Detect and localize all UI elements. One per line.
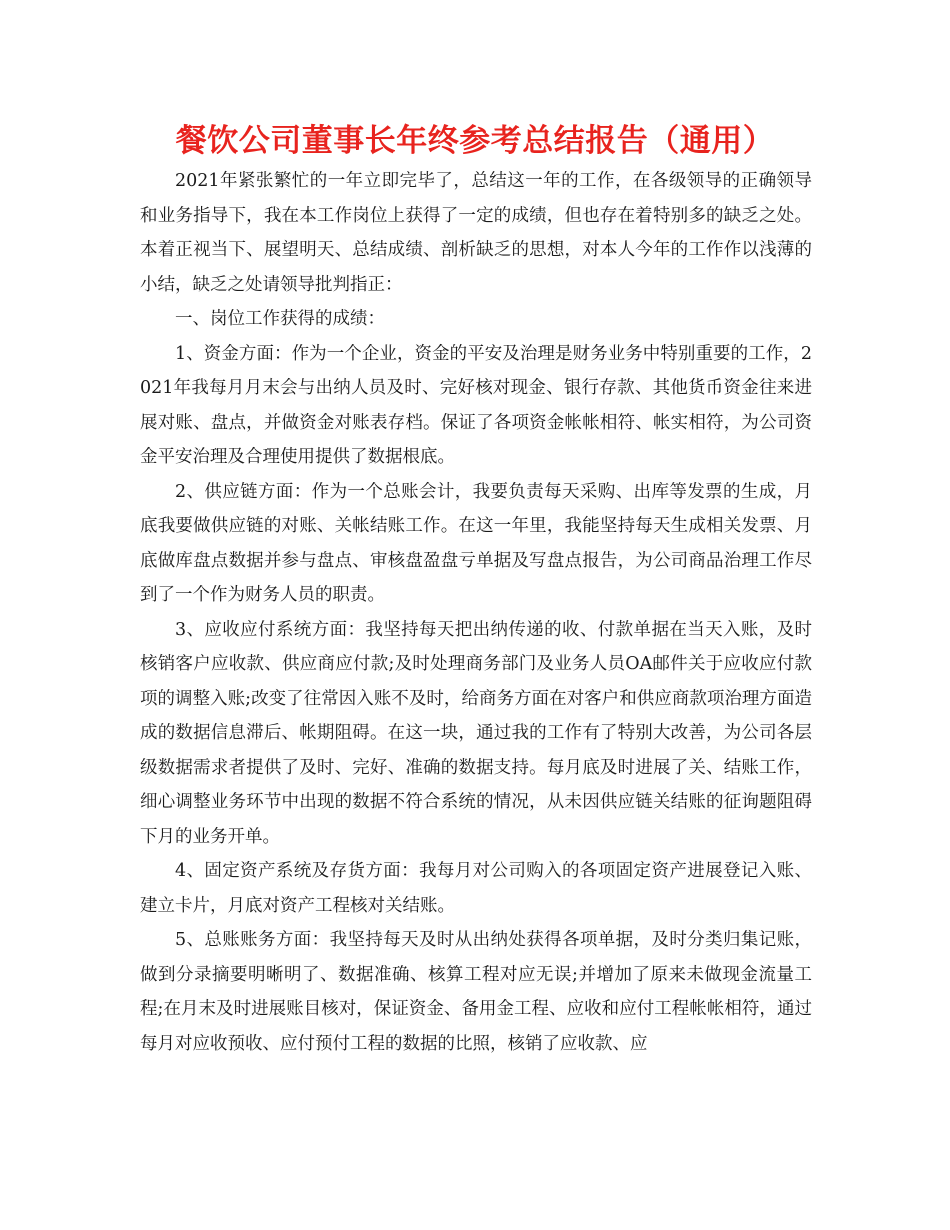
- paragraph-general-ledger: 5、总账账务方面：我坚持每天及时从出纳处获得各项单据，及时分类归集记账，做到分录摘要明晰明了、数据准确、核算工程对应无误;并增加了原来未做现金流量工程;在月末及时进展账目核对，保证资金、备用金工程、应收和应付工程帐帐相符，通过每月对应收预收、应付预付工程的数据的比照，核销了应收款、应: [140, 930, 812, 1054]
- document-title: 餐饮公司董事长年终参考总结报告（通用）: [175, 123, 775, 159]
- document-body: [140, 164, 812, 1061]
- paragraph-fixed-assets: 4、固定资产系统及存货方面：我每月对公司购入的各项固定资产进展登记入账、建立卡片，月底对资产工程核对关结账。: [140, 861, 812, 916]
- paragraph-funds: 1、资金方面：作为一个企业，资金的平安及治理是财务业务中特别重要的工作，2021年我每月月末会与出纳人员及时、完好核对现金、银行存款、其他货币资金往来进展对账、盘点，并做资金对账表存档。保证了各项资金帐帐相符、帐实相符，为公司资金平安治理及合理使用提供了数据根底。: [140, 343, 812, 467]
- paragraph-supply-chain: 2、供应链方面：作为一个总账会计，我要负责每天采购、出库等发票的生成，月底我要做供应链的对账、关帐结账工作。在这一年里，我能坚持每天生成相关发票、月底做库盘点数据并参与盘点、审核盘盈盘亏单据及写盘点报告，为公司商品治理工作尽到了一个作为财务人员的职责。: [140, 481, 812, 605]
- paragraph-receivables-payables: 3、应收应付系统方面：我坚持每天把出纳传递的收、付款单据在当天入账，及时核销客户应收款、供应商应付款;及时处理商务部门及业务人员OA邮件关于应收应付款项的调整入账;改变了往常因入账不及时，给商务方面在对客户和供应商款项治理方面造成的数据信息滞后、帐期阻碍。在这一块，通过我的工作有了特别大改善，为公司各层级数据需求者提供了及时、完好、准确的数据支持。每月底及时进展了关、结账工作，细心调整业务环节中出现的数据不符合系统的情况，从未因供应链关结账的征询题阻碍下月的业务开单。: [140, 619, 812, 847]
- paragraph-intro: 2021年紧张繁忙的一年立即完毕了，总结这一年的工作，在各级领导的正确领导和业务指导下，我在本工作岗位上获得了一定的成绩，但也存在着特别多的缺乏之处。本着正视当下、展望明天、总结成绩、剖析缺乏的思想，对本人今年的工作作以浅薄的小结，缺乏之处请领导批判指正：: [140, 171, 812, 295]
- section-heading: 一、岗位工作获得的成绩：: [175, 309, 385, 329]
